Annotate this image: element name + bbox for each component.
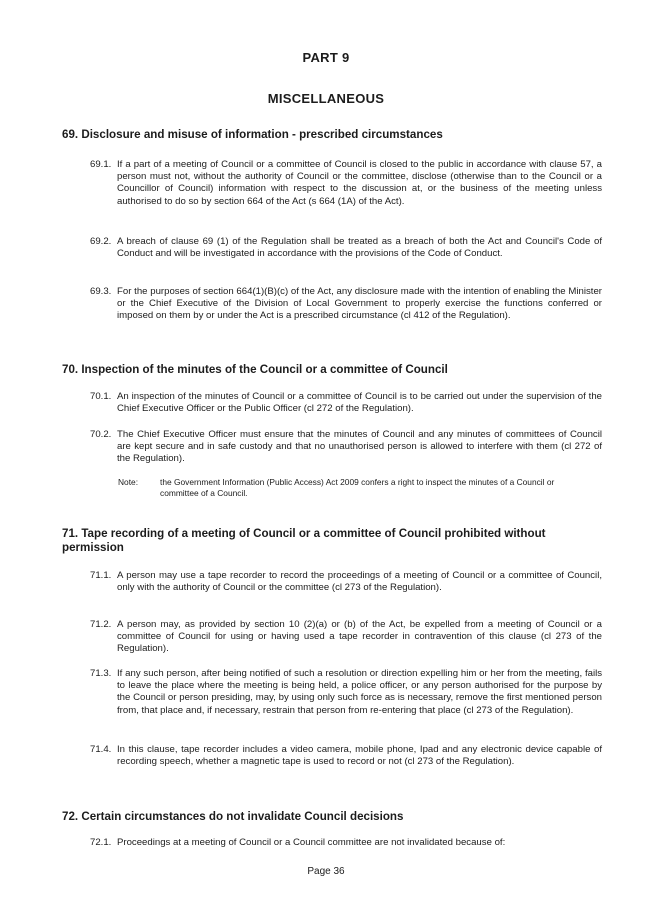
clause-number: 72.1. [90, 837, 112, 848]
clause-text: For the purposes of section 664(1)(B)(c) of the Act, any disclosure made with the intention of enabling the Minister or the Chief Executive of the Division of Local Government to properly exercise the functions conferred or imposed on them by or under the Act is a prescribed circumstance (cl 412 of the Regulation). [117, 286, 602, 322]
clause-number: 71.3. [90, 668, 112, 679]
clause-number: 71.1. [90, 570, 112, 581]
note-text: the Government Information (Public Access) Act 2009 confers a right to inspect the minutes of a Council or committee of a Council. [160, 477, 555, 498]
clause-text: The Chief Executive Officer must ensure that the minutes of Council and any minutes of committees of Council are kept secure and in safe custody and that no unauthorised person is allowed to interfere with them (cl 272 of the Regulation). [117, 429, 602, 465]
clause-number: 69.2. [90, 236, 112, 247]
part-title: PART 9 [302, 50, 350, 65]
note-label: Note: [118, 477, 139, 487]
clause-text: A breach of clause 69 (1) of the Regulation shall be treated as a breach of both the Act and Council's Code of Conduct and will be investigated in accordance with the provisions of the Code of Conduct. [117, 236, 602, 260]
clause-number: 69.3. [90, 286, 112, 297]
clause-number: 70.1. [90, 391, 112, 402]
page-number: Page 36 [307, 866, 345, 877]
section-heading: 72. Certain circumstances do not invalidate Council decisions [62, 810, 404, 823]
section-heading: 70. Inspection of the minutes of the Council or a committee of Council [62, 363, 448, 376]
clause-text: If any such person, after being notified of such a resolution or direction expelling him or her from the meeting, fails to leave the place where the meeting is being held, a police officer, or any person authorised for the purpose by the Council or person presiding, may, by using only such force as is necessary, remove the first mentioned person from, that place and, if necessary, restrain that person from re-entering that place (cl 273 of the Regulation). [117, 668, 602, 716]
section-heading: 69. Disclosure and misuse of information - prescribed circumstances [62, 128, 443, 141]
clause-number: 70.2. [90, 429, 112, 440]
clause-number: 71.2. [90, 619, 112, 630]
clause-number: 71.4. [90, 744, 112, 755]
clause-text: A person may use a tape recorder to record the proceedings of a meeting of Council or a committee of Council, only with the authority of Council or the committee (cl 273 of the Regulation). [117, 570, 602, 594]
clause-text: Proceedings at a meeting of Council or a Council committee are not invalidated because of: [117, 837, 506, 848]
section-heading: 71. Tape recording of a meeting of Council or a committee of Council prohibited without permission [62, 527, 546, 554]
clause-text: In this clause, tape recorder includes a video camera, mobile phone, Ipad and any electronic device capable of recording speech, whether a magnetic tape is used to record or not (cl 273 of the Regulation). [117, 744, 602, 768]
clause-text: If a part of a meeting of Council or a committee of Council is closed to the public in accordance with clause 57, a person must not, without the authority of Council or the committee, disclose (otherwise than to the Council or a Councillor of Council) information with respect to the discussion at, or the business of the meeting unless authorised to do so by section 664 of the Act (s 664 (1A) of the Act). [117, 159, 602, 207]
clause-number: 69.1. [90, 159, 112, 170]
clause-text: An inspection of the minutes of Council or a committee of Council is to be carried out under the supervision of the Chief Executive Officer or the Public Officer (cl 272 of the Regulation). [117, 391, 602, 415]
clause-text: A person may, as provided by section 10 (2)(a) or (b) of the Act, be expelled from a meeting of Council or a committee of Council for using or having used a tape recorder in contravention of this clause (cl 273 of the Regulation). [117, 619, 602, 655]
part-subtitle: MISCELLANEOUS [267, 91, 385, 106]
